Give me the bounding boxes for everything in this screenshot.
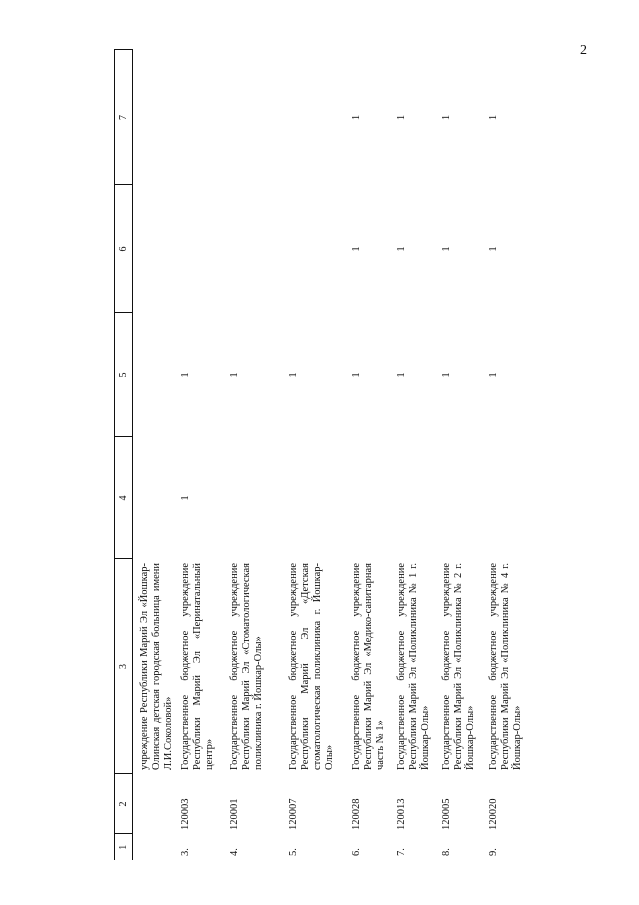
value-cell-col4 bbox=[349, 437, 394, 559]
org-code-cell: 120007 bbox=[288, 798, 299, 830]
page-number: 2 bbox=[580, 43, 587, 58]
value-cell-col4: 1 bbox=[180, 495, 191, 501]
value-cell-col5: 1 bbox=[441, 372, 452, 378]
row-number-cell: 8. bbox=[441, 848, 452, 856]
org-code-cell: 120013 bbox=[396, 798, 407, 830]
value-cell-col7: 1 bbox=[351, 114, 362, 121]
row-number-cell: 6. bbox=[351, 848, 362, 856]
org-name-cell: Государственное бюджетное учреждение Республики Марий Эл «Стоматологическая поликлиника г. Йошкар-Олы» bbox=[229, 563, 264, 770]
column-header: 3 bbox=[115, 559, 133, 774]
value-cell-col6: 1 bbox=[488, 246, 499, 252]
value-cell-col5: 1 bbox=[488, 372, 499, 378]
value-cell-col7 bbox=[286, 50, 349, 185]
row-number-cell: 7. bbox=[396, 848, 407, 856]
table-row bbox=[227, 50, 286, 860]
value-cell-col5: 1 bbox=[180, 372, 191, 378]
column-header: 2 bbox=[115, 774, 133, 834]
table-row bbox=[286, 50, 349, 860]
value-cell-col6 bbox=[286, 185, 349, 313]
value-cell-col7 bbox=[178, 50, 227, 185]
table-row bbox=[394, 50, 439, 860]
column-header: 6 bbox=[115, 185, 133, 313]
org-code-cell: 120005 bbox=[441, 798, 452, 830]
row-number-cell: 5. bbox=[288, 848, 299, 856]
column-header: 4 bbox=[115, 437, 133, 559]
table-row-continuation bbox=[133, 50, 179, 860]
table-row bbox=[349, 50, 394, 860]
org-name-cell: Государственное бюджетное учреждение Республики Марий Эл «Медико-санитарная часть № 1» bbox=[351, 563, 386, 770]
value-cell-col5: 1 bbox=[396, 372, 407, 378]
org-code-cell: 120001 bbox=[229, 798, 240, 830]
value-cell-col7: 1 bbox=[396, 114, 407, 121]
value-cell-col5: 1 bbox=[288, 372, 299, 378]
value-cell-col7: 1 bbox=[441, 114, 452, 121]
table-row bbox=[178, 50, 227, 860]
row-number-cell: 9. bbox=[488, 848, 499, 856]
table-header-row bbox=[115, 50, 133, 860]
org-name-cell: Государственное бюджетное учреждение Республики Марий Эл «Детская стоматологическая поликлиника г. Йошкар-Олы» bbox=[288, 563, 335, 770]
org-code-cell: 120028 bbox=[351, 798, 362, 830]
table-row bbox=[439, 50, 486, 860]
data-table bbox=[114, 50, 531, 861]
column-header: 5 bbox=[115, 313, 133, 437]
value-cell-col4 bbox=[439, 437, 486, 559]
value-cell-col4 bbox=[286, 437, 349, 559]
org-name-cell: Государственное бюджетное учреждение Республики Марий Эл «Поликлиника № 2 г. Йошкар-Олы» bbox=[441, 563, 476, 770]
value-cell-col6: 1 bbox=[396, 246, 407, 252]
value-cell-col4 bbox=[394, 437, 439, 559]
value-cell-col6 bbox=[227, 185, 286, 313]
value-cell-col4 bbox=[486, 437, 531, 559]
value-cell-col5: 1 bbox=[351, 372, 362, 378]
org-name-cell: Государственное бюджетное учреждение Республики Марий Эл «Поликлиника № 4 г. Йошкар-Олы» bbox=[488, 563, 523, 770]
value-cell-col5: 1 bbox=[229, 372, 240, 378]
row-number-cell: 3. bbox=[180, 848, 191, 856]
value-cell-col6 bbox=[178, 185, 227, 313]
value-cell-col7: 1 bbox=[488, 114, 499, 121]
org-name-cell: учреждение Республики Марий Эл «Йошкар-Олинская детская городская больница имени Л.И.Соколовой» bbox=[139, 563, 174, 770]
value-cell-col7 bbox=[227, 50, 286, 185]
org-name-cell: Государственное бюджетное учреждение Республики Марий Эл «Перинатальный центр» bbox=[180, 563, 215, 770]
column-header: 1 bbox=[115, 834, 133, 860]
value-cell-col6: 1 bbox=[351, 246, 362, 252]
column-header: 7 bbox=[115, 50, 133, 185]
value-cell-col4 bbox=[227, 437, 286, 559]
table-row bbox=[486, 50, 531, 860]
org-code-cell: 120003 bbox=[180, 798, 191, 830]
value-cell-col6: 1 bbox=[441, 246, 452, 252]
org-code-cell: 120020 bbox=[488, 798, 499, 830]
rotated-table-page bbox=[114, 50, 624, 860]
org-name-cell: Государственное бюджетное учреждение Республики Марий Эл «Поликлиника № 1 г. Йошкар-Олы» bbox=[396, 563, 431, 770]
row-number-cell: 4. bbox=[229, 848, 240, 856]
